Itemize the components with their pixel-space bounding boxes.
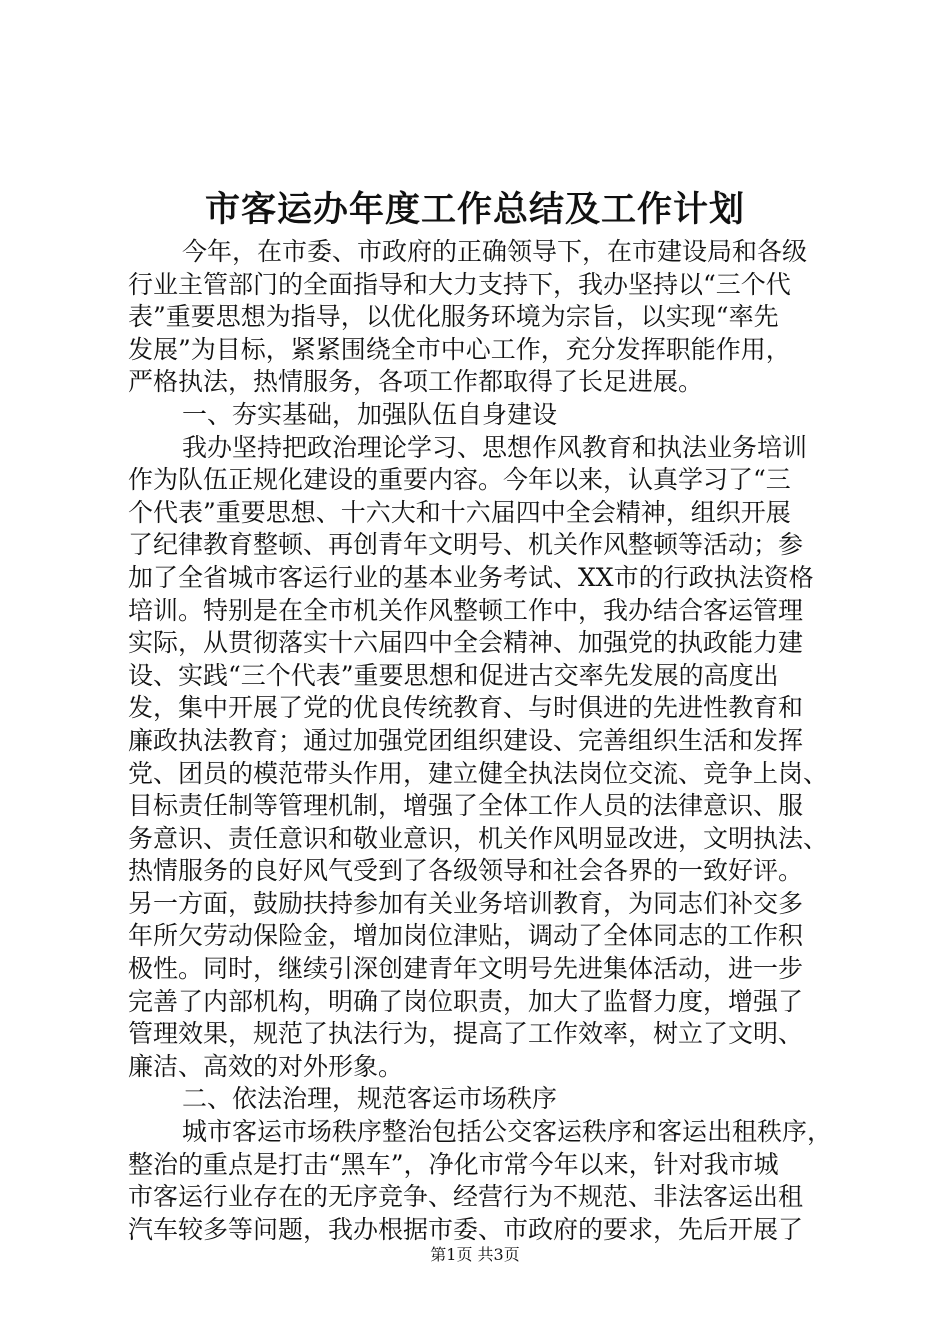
document-body [128, 236, 833, 1246]
paragraph-line: 实际，从贯彻落实十六届四中全会精神、加强党的执政能力建 [128, 628, 804, 658]
paragraph-line: 个代表”重要思想、十六大和十六届四中全会精神，组织开展 [128, 497, 791, 527]
paragraph-line: 加了全省城市客运行业的基本业务考试、XX市的行政执法资格 [128, 562, 814, 592]
paragraph-line: 今年，在市委、市政府的正确领导下，在市建设局和各级 [182, 237, 808, 266]
paragraph-line: 作为队伍正规化建设的重要内容。今年以来，认真学习了“三 [128, 465, 791, 495]
paragraph-line: 管理效果，规范了执法行为，提高了工作效率，树立了文明、 [128, 1019, 804, 1049]
paragraph-line: 我办坚持把政治理论学习、思想作风教育和执法业务培训 [182, 432, 808, 462]
paragraph-line: 极性。同时，继续引深创建青年文明号先进集体活动，进一步 [128, 954, 804, 984]
paragraph-line: 完善了内部机构，明确了岗位职责，加大了监督力度，增强了 [128, 986, 804, 1016]
paragraph-line: 市客运行业存在的无序竞争、经营行为不规范、非法客运出租 [128, 1182, 804, 1212]
paragraph-line: 严格执法，热情服务，各项工作都取得了长足进展。 [128, 367, 704, 397]
paragraph-line: 汽车较多等问题，我办根据市委、市政府的要求，先后开展了 [128, 1214, 804, 1244]
paragraph-line: 城市客运市场秩序整治包括公交客运秩序和客运出租秩序， [182, 1117, 833, 1147]
paragraph-line: 务意识、责任意识和敬业意识，机关作风明显改进，文明执法、 [128, 823, 829, 853]
paragraph-line: 发，集中开展了党的优良传统教育、与时俱进的先进性教育和 [128, 693, 804, 723]
paragraph-line: 整治的重点是打击“黑车”，净化市常今年以来，针对我市城 [128, 1149, 779, 1179]
paragraph-line: 培训。特别是在全市机关作风整顿工作中，我办结合客运管理 [128, 595, 804, 625]
paragraph-line: 廉政执法教育；通过加强党团组织建设、完善组织生活和发挥 [128, 725, 804, 755]
paragraph-line: 党、团员的模范带头作用，建立健全执法岗位交流、竞争上岗、 [128, 758, 829, 788]
paragraph-line: 廉洁、高效的对外形象。 [128, 1051, 404, 1081]
paragraph-line: 了纪律教育整顿、再创青年文明号、机关作风整顿等活动；参 [128, 530, 804, 560]
paragraph-line: 热情服务的良好风气受到了各级领导和社会各界的一致好评。 [128, 856, 804, 886]
paragraph-line: 表”重要思想为指导，以优化服务环境为宗旨，以实现“率先 [128, 302, 779, 332]
paragraph-line: 行业主管部门的全面指导和大力支持下，我办坚持以“三个代 [128, 269, 791, 299]
section-heading: 二、依法治理，规范客运市场秩序 [182, 1084, 558, 1114]
paragraph-line: 年所欠劳动保险金，增加岗位津贴，调动了全体同志的工作积 [128, 921, 804, 951]
paragraph-line: 发展”为目标，紧紧围绕全市中心工作，充分发挥职能作用， [128, 334, 791, 364]
section-heading: 一、夯实基础，加强队伍自身建设 [182, 399, 558, 429]
document-title: 市客运办年度工作总结及工作计划 [204, 189, 745, 230]
paragraph-line: 设、实践“三个代表”重要思想和促进古交率先发展的高度出 [128, 660, 779, 690]
paragraph-line: 目标责任制等管理机制，增强了全体工作人员的法律意识、服 [128, 791, 804, 821]
page-number-footer: 第1页 共3页 [430, 1245, 520, 1264]
paragraph-line: 另一方面，鼓励扶持参加有关业务培训教育，为同志们补交多 [128, 888, 804, 918]
